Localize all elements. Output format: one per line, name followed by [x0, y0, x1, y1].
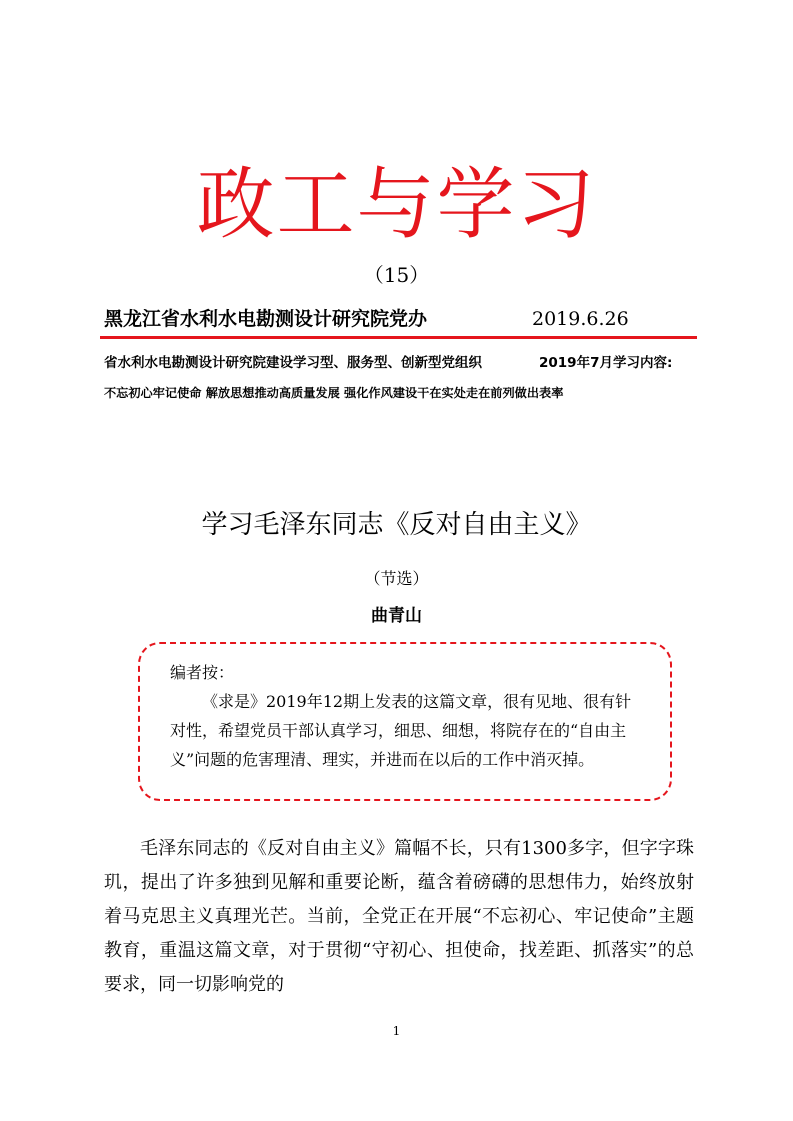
article-body: 毛泽东同志的《反对自由主义》篇幅不长，只有1300多字，但字字珠玑，提出了许多独到见解和重要论断，蕴含着磅礴的思想伟力，始终放射着马克思主义真理光芒。当前，全党正在开展“不忘初心、牢记使命”主题教育，重温这篇文章，对于贯彻“守初心、担使命，找差距、抓落实”的总要求，同一切影响党的 — [104, 838, 694, 995]
issue-date: 2019.6.26 — [532, 308, 629, 330]
org-line — [104, 306, 694, 332]
subheader-line-2: 不忘初心牢记使命 解放思想推动高质量发展 强化作风建设干在实处走在前列做出表率 — [104, 386, 564, 400]
issue-number: （15） — [363, 263, 430, 287]
article-title: 学习毛泽东同志《反对自由主义》 — [201, 510, 592, 540]
article-author: 曲青山 — [371, 606, 422, 626]
editor-note — [170, 658, 645, 774]
organization-name: 黑龙江省水利水电勘测设计研究院党办 — [104, 308, 428, 330]
editor-note-text: 《求是》2019年12期上发表的这篇文章，很有见地、很有针对性，希望党员干部认真学习，细思、细想，将院存在的“自由主义”问题的危害理清、理实，并进而在以后的工作中消灭掉。 — [170, 692, 632, 769]
subheader-theme: 省水利水电勘测设计研究院建设学习型、服务型、创新型党组织 — [104, 355, 482, 371]
subheader-line-1 — [104, 352, 704, 374]
excerpt-marker: （节选） — [364, 569, 429, 588]
masthead-title: 政工与学习 — [196, 160, 597, 250]
editor-note-label: 编者按： — [170, 663, 235, 682]
subheader-study-month: 2019年7月学习内容: — [539, 355, 673, 371]
page-number: 1 — [392, 1024, 401, 1038]
header-divider — [100, 336, 697, 339]
